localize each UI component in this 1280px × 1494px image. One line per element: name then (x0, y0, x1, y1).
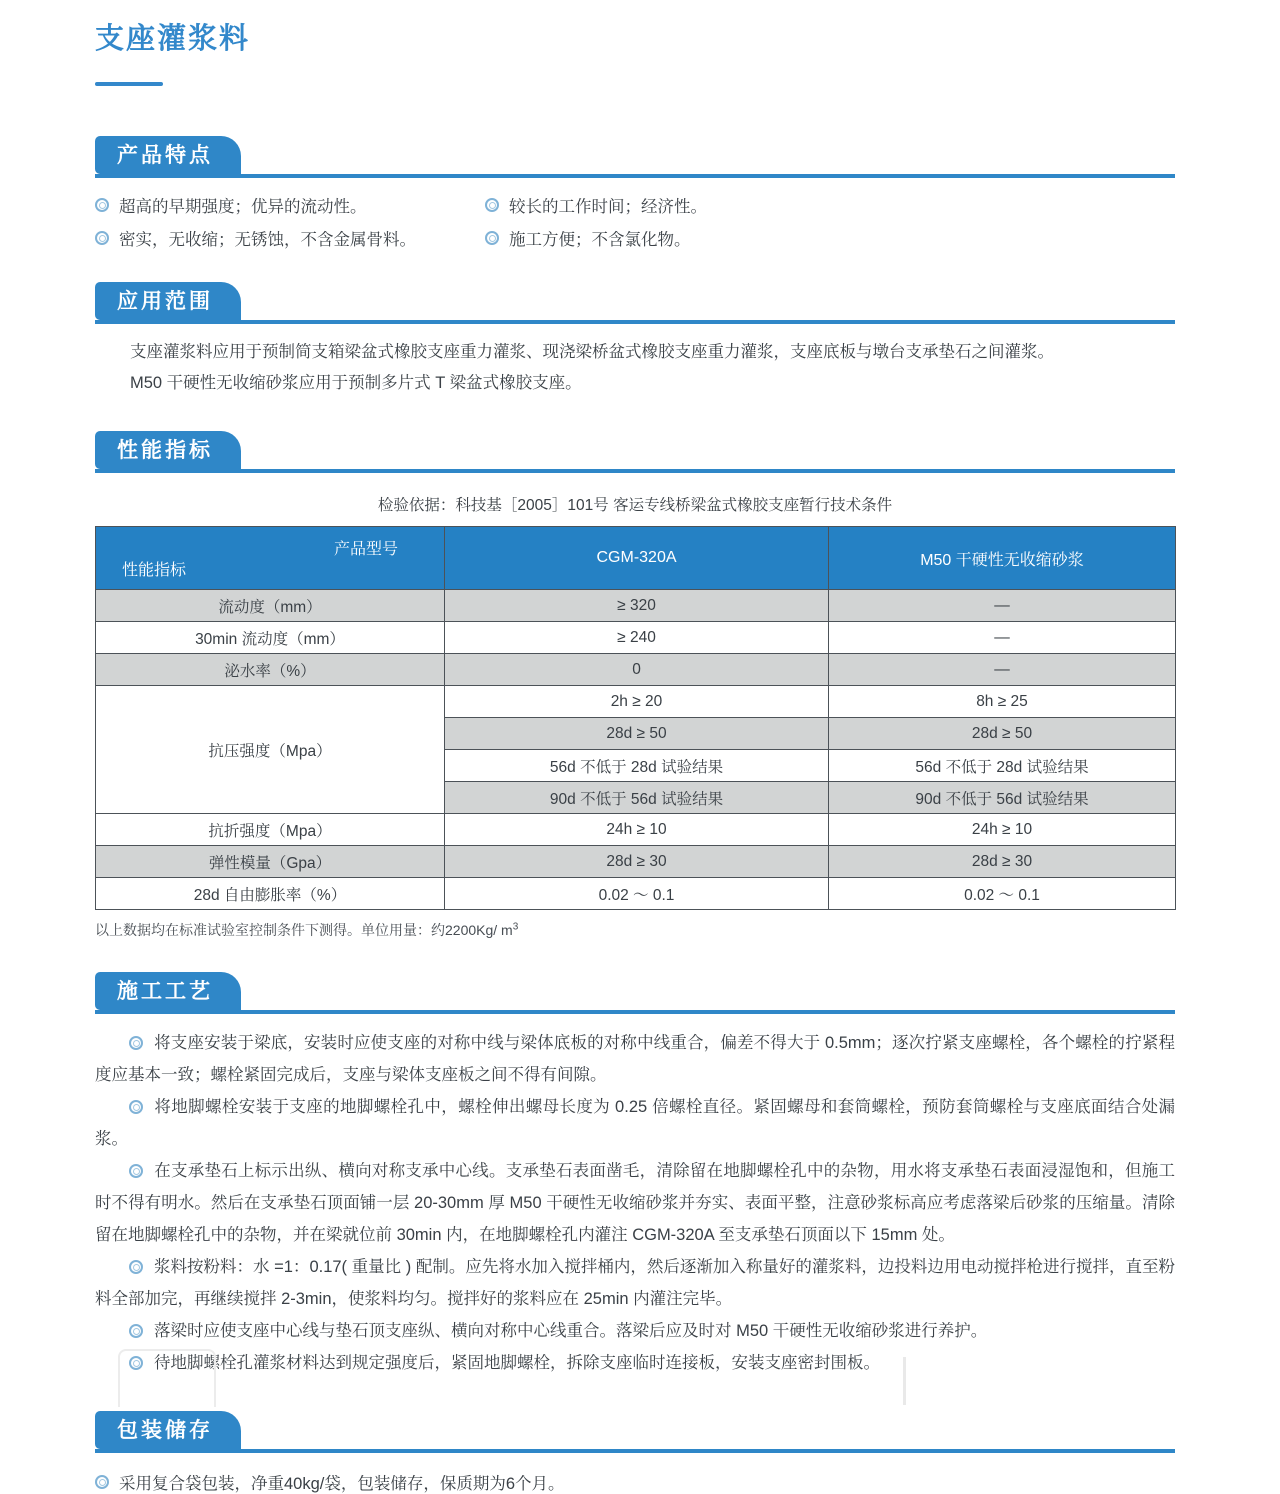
page-title: 支座灌浆料 (95, 23, 251, 55)
table-row (96, 622, 1176, 654)
section-badge-performance: 性能指标 (95, 431, 241, 469)
cell-value: 90d 不低于 56d 试验结果 (829, 782, 1176, 814)
cell-value: — (829, 590, 1176, 622)
diagonal-header-cell (96, 527, 445, 590)
cell-value: 24h ≥ 10 (445, 814, 829, 846)
watermark-artifact (118, 1349, 216, 1407)
feature-text: 密实，无收缩；无锈蚀，不含金属骨料。 (119, 231, 416, 249)
bullet-icon (485, 231, 499, 245)
cell-value: 0.02 ～ 0.1 (829, 878, 1176, 910)
cell-value: 8h ≥ 25 (829, 686, 1176, 718)
list-item (485, 226, 1175, 250)
bullet-icon (95, 231, 109, 245)
step-text: 在支承垫石上标示出纵、横向对称支承中心线。支承垫石表面凿毛，清除留在地脚螺栓孔中的杂物，用水将支承垫石表面浸湿饱和，但施工时不得有明水。然后在支承垫石顶面铺一层 20-30mm 厚 M50 干硬性无收缩砂浆并夯实、表面平整，注意砂浆标高应考虑落梁后砂浆的压缩量。清除留在地脚螺栓孔中的杂物，并在梁就位前 30min 内，在地脚螺栓孔内灌注 CGM-320A 至支承垫石顶面以下 15mm 处。 (95, 1162, 1175, 1244)
step-text: 浆料按粉料：水 =1：0.17( 重量比 ) 配制。应先将水加入搅拌桶内，然后逐渐加入称量好的灌浆料，边投料边用电动搅拌枪进行搅拌，直至粉料全部加完，再继续搅拌 2-3min，使浆料均匀。搅拌好的浆料应在 25min 内灌注完毕。 (95, 1258, 1175, 1308)
row-label: 泌水率（%） (96, 654, 445, 686)
table-footnote (95, 920, 1175, 940)
list-item (95, 226, 485, 250)
header-corner-top: 产品型号 (333, 541, 398, 558)
section-header-packaging (95, 1411, 1175, 1453)
watermark-artifact (903, 1357, 906, 1405)
cell-value: 56d 不低于 28d 试验结果 (829, 750, 1176, 782)
table-row (96, 654, 1176, 686)
cell-value: 0.02 ～ 0.1 (445, 878, 829, 910)
section-header-features (95, 136, 1175, 178)
row-label-rowspan: 抗压强度（Mpa） (96, 686, 445, 814)
feature-text: 较长的工作时间；经济性。 (509, 198, 707, 216)
step-text: 待地脚螺栓孔灌浆材料达到规定强度后，紧固地脚螺栓，拆除支座临时连接板，安装支座密封围板。 (154, 1354, 880, 1372)
cell-value: 56d 不低于 28d 试验结果 (445, 750, 829, 782)
step-text: 将地脚螺栓安装于支座的地脚螺栓孔中，螺栓伸出螺母长度为 0.25 倍螺栓直径。紧固螺母和套筒螺栓，预防套筒螺栓与支座底面结合处漏浆。 (95, 1098, 1175, 1148)
column-header: CGM-320A (445, 527, 829, 590)
cell-value: ≥ 320 (445, 590, 829, 622)
bullet-icon (129, 1324, 143, 1338)
section-badge-construction: 施工工艺 (95, 972, 241, 1010)
cell-value: 90d 不低于 56d 试验结果 (445, 782, 829, 814)
section-header-performance (95, 431, 1175, 473)
section-badge-packaging: 包装储存 (95, 1411, 241, 1449)
feature-text: 施工方便；不含氯化物。 (509, 231, 691, 249)
table-row (96, 878, 1176, 910)
section-badge-features: 产品特点 (95, 136, 241, 174)
step-text: 落梁时应使支座中心线与垫石顶支座纵、横向对称中心线重合。落梁后应及时对 M50 干硬性无收缩砂浆进行养护。 (154, 1322, 988, 1340)
step-text: 将支座安装于梁底，安装时应使支座的对称中线与梁体底板的对称中线重合，偏差不得大于 0.5mm；逐次拧紧支座螺栓，各个螺栓的拧紧程度应基本一致；螺栓紧固完成后，支座与梁体支座板之间不得有间隙。 (95, 1034, 1175, 1084)
performance-table (95, 526, 1176, 910)
cell-value: 28d ≥ 50 (445, 718, 829, 750)
bullet-icon (129, 1036, 143, 1050)
construction-step (95, 1347, 1175, 1379)
table-caption: 检验依据：科技基［2005］101号 客运专线桥梁盆式橡胶支座暂行技术条件 (377, 497, 893, 514)
construction-step (95, 1251, 1175, 1315)
cell-value: 24h ≥ 10 (829, 814, 1176, 846)
feature-text: 超高的早期强度；优异的流动性。 (119, 198, 367, 216)
list-item (95, 193, 485, 217)
feature-list (95, 193, 1175, 250)
cell-value: — (829, 622, 1176, 654)
row-label: 弹性模量（Gpa） (96, 846, 445, 878)
cell-value: 28d ≥ 50 (829, 718, 1176, 750)
header-corner-bottom: 性能指标 (122, 562, 187, 579)
cell-value: 28d ≥ 30 (445, 846, 829, 878)
title-underline (95, 82, 163, 86)
table-row (96, 686, 1176, 718)
cell-value: 28d ≥ 30 (829, 846, 1176, 878)
application-paragraphs (130, 337, 1175, 399)
construction-step (95, 1155, 1175, 1251)
row-label: 30min 流动度（mm） (96, 622, 445, 654)
bullet-icon (129, 1164, 143, 1178)
construction-step (95, 1027, 1175, 1091)
table-header-row (96, 527, 1176, 590)
cell-value: 2h ≥ 20 (445, 686, 829, 718)
application-paragraph: 支座灌浆料应用于预制简支箱梁盆式橡胶支座重力灌浆、现浇梁桥盆式橡胶支座重力灌浆，支座底板与墩台支承垫石之间灌浆。 (130, 343, 1054, 361)
section-badge-application: 应用范围 (95, 282, 241, 320)
bullet-icon (129, 1100, 143, 1114)
packaging-item (95, 1470, 1175, 1494)
cell-value: ≥ 240 (445, 622, 829, 654)
packaging-text: 采用复合袋包装，净重40kg/袋，包装储存，保质期为6个月。 (119, 1475, 565, 1493)
column-header: M50 干硬性无收缩砂浆 (829, 527, 1176, 590)
bullet-icon (485, 198, 499, 212)
bullet-icon (95, 1475, 109, 1489)
footnote-superscript: 3 (512, 921, 519, 933)
row-label: 流动度（mm） (96, 590, 445, 622)
construction-steps (95, 1027, 1175, 1379)
bullet-icon (95, 198, 109, 212)
table-row (96, 846, 1176, 878)
section-header-construction (95, 972, 1175, 1014)
row-label: 28d 自由膨胀率（%） (96, 878, 445, 910)
table-row (96, 814, 1176, 846)
application-paragraph: M50 干硬性无收缩砂浆应用于预制多片式 T 梁盆式橡胶支座。 (130, 374, 582, 392)
table-row (96, 590, 1176, 622)
construction-step (95, 1315, 1175, 1347)
row-label: 抗折强度（Mpa） (96, 814, 445, 846)
cell-value: — (829, 654, 1176, 686)
bullet-icon (129, 1260, 143, 1274)
list-item (485, 193, 1175, 217)
construction-step (95, 1091, 1175, 1155)
footnote-text: 以上数据均在标准试验室控制条件下测得。单位用量：约2200Kg/ m (95, 922, 513, 938)
section-header-application (95, 282, 1175, 324)
cell-value: 0 (445, 654, 829, 686)
